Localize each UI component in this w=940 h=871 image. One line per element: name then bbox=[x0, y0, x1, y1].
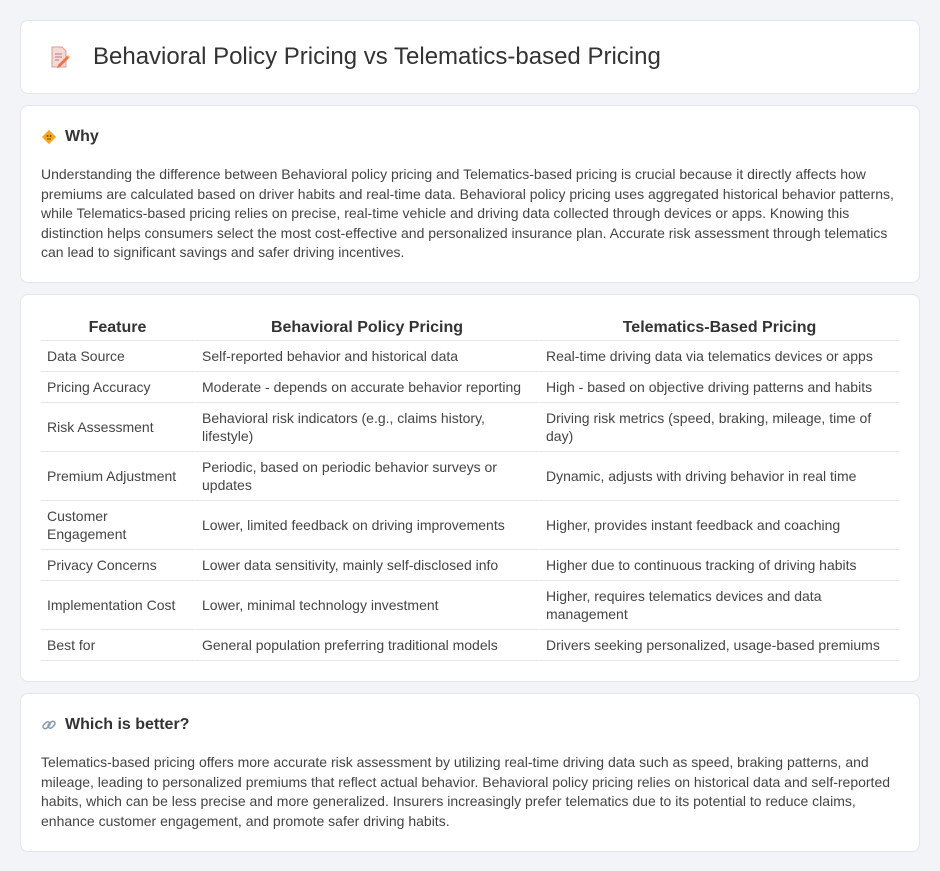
behavioral-cell: General population preferring traditional models bbox=[196, 630, 540, 661]
behavioral-cell: Lower, limited feedback on driving improvements bbox=[196, 501, 540, 550]
table-header-row bbox=[41, 317, 899, 341]
behavioral-cell: Behavioral risk indicators (e.g., claims history, lifestyle) bbox=[196, 403, 540, 452]
comparison-table bbox=[41, 317, 899, 661]
column-header: Telematics-Based Pricing bbox=[540, 317, 899, 341]
page-title: Behavioral Policy Pricing vs Telematics-based Pricing bbox=[93, 43, 661, 70]
which-is-better-section bbox=[20, 693, 920, 852]
feature-cell: Data Source bbox=[41, 341, 196, 372]
feature-cell: Customer Engagement bbox=[41, 501, 196, 550]
column-header: Feature bbox=[41, 317, 196, 341]
table-row bbox=[41, 630, 899, 661]
comparison-section bbox=[20, 294, 920, 682]
telematics-cell: Driving risk metrics (speed, braking, mileage, time of day) bbox=[540, 403, 899, 452]
behavioral-cell: Lower, minimal technology investment bbox=[196, 581, 540, 630]
better-header bbox=[41, 716, 899, 734]
title-card bbox=[20, 20, 920, 94]
telematics-cell: Higher, provides instant feedback and coaching bbox=[540, 501, 899, 550]
table-row bbox=[41, 403, 899, 452]
telematics-cell: Dynamic, adjusts with driving behavior in real time bbox=[540, 452, 899, 501]
telematics-cell: High - based on objective driving patterns and habits bbox=[540, 372, 899, 403]
column-header: Behavioral Policy Pricing bbox=[196, 317, 540, 341]
behavioral-cell: Lower data sensitivity, mainly self-disclosed info bbox=[196, 550, 540, 581]
behavioral-cell: Periodic, based on periodic behavior surveys or updates bbox=[196, 452, 540, 501]
telematics-cell: Higher, requires telematics devices and data management bbox=[540, 581, 899, 630]
why-section bbox=[20, 105, 920, 283]
feature-cell: Implementation Cost bbox=[41, 581, 196, 630]
link-icon bbox=[41, 717, 57, 733]
why-title: Why bbox=[65, 128, 99, 145]
better-text: Telematics-based pricing offers more accurate risk assessment by utilizing real-time driving data such as speed, braking patterns, and mileage, leading to personalized premiums that reflect actual behavior. Behavioral policy pricing relies on historical data and self-reported habits, which can be less precise and more generalized. Insurers increasingly prefer telematics due to its potential to reduce claims, enhance customer engagement, and promote safer driving habits. bbox=[41, 754, 891, 829]
better-title: Which is better? bbox=[65, 716, 190, 733]
feature-cell: Pricing Accuracy bbox=[41, 372, 196, 403]
feature-cell: Premium Adjustment bbox=[41, 452, 196, 501]
telematics-cell: Real-time driving data via telematics devices or apps bbox=[540, 341, 899, 372]
diamond-warning-icon bbox=[41, 129, 57, 145]
feature-cell: Best for bbox=[41, 630, 196, 661]
feature-cell: Risk Assessment bbox=[41, 403, 196, 452]
why-header bbox=[41, 128, 899, 146]
telematics-cell: Higher due to continuous tracking of driving habits bbox=[540, 550, 899, 581]
why-text: Understanding the difference between Behavioral policy pricing and Telematics-based pricing is crucial because it directly affects how premiums are calculated based on driver habits and real-time data. Behavioral policy pricing uses aggregated historical behavior patterns, while Telematics-based pricing relies on precise, real-time vehicle and driving data collected through devices or apps. Knowing this distinction helps consumers select the most cost-effective and personalized insurance plan. Accurate risk assessment through telematics can lead to significant savings and safer driving incentives. bbox=[41, 166, 894, 260]
table-row bbox=[41, 581, 899, 630]
table-row bbox=[41, 550, 899, 581]
telematics-cell: Drivers seeking personalized, usage-based premiums bbox=[540, 630, 899, 661]
table-row bbox=[41, 452, 899, 501]
table-row bbox=[41, 341, 899, 372]
document-pencil-icon bbox=[47, 45, 71, 69]
feature-cell: Privacy Concerns bbox=[41, 550, 196, 581]
behavioral-cell: Moderate - depends on accurate behavior reporting bbox=[196, 372, 540, 403]
table-row bbox=[41, 372, 899, 403]
table-row bbox=[41, 501, 899, 550]
behavioral-cell: Self-reported behavior and historical data bbox=[196, 341, 540, 372]
